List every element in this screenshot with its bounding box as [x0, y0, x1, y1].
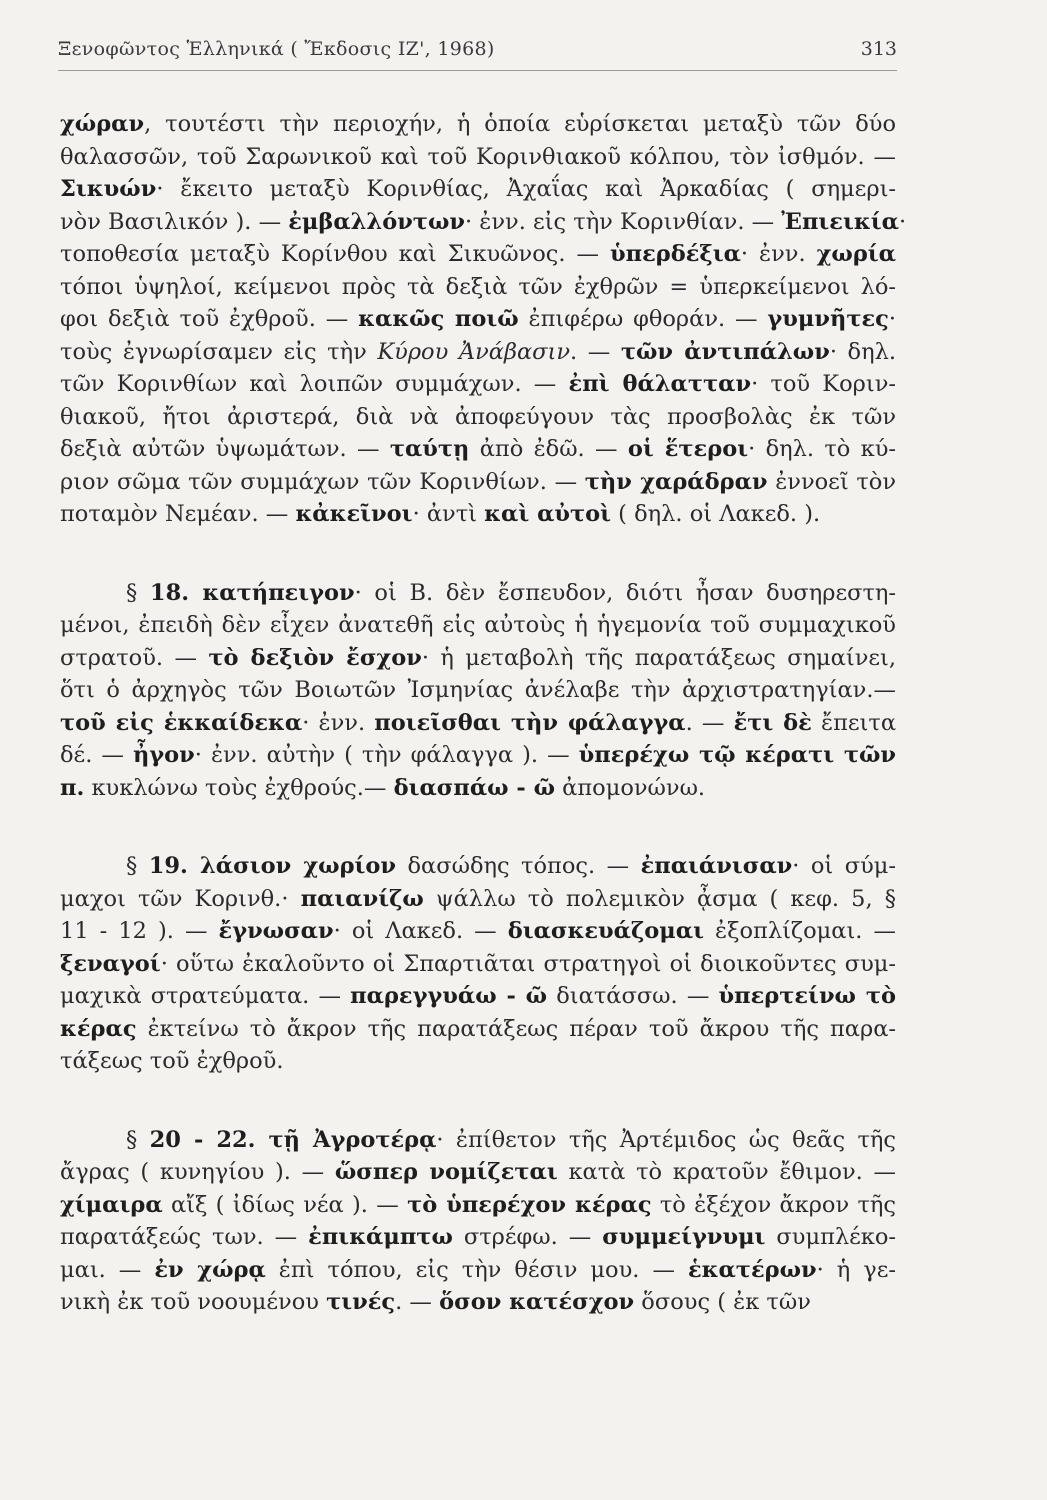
lemma: χωρία [816, 241, 896, 267]
gloss-text: · οἱ Λακεδ. — [333, 918, 508, 944]
gloss-text: · ἐπίθετον τῆς Ἀρτέμιδος ὡς θεᾶς τῆς [436, 1126, 896, 1153]
text-line [60, 433, 896, 466]
gloss-text: νὸν Βασιλικόν ). — [60, 208, 289, 235]
gloss-text: · [898, 208, 907, 235]
text-line [60, 1254, 896, 1287]
gloss-text: νικὴ ἐκ τοῦ νοουμένου [60, 1289, 327, 1315]
gloss-text: κυκλώνω τοὺς ἐχθρούς.— [84, 774, 394, 801]
lemma: τὸ δεξιὸν ἔσχον [208, 644, 422, 671]
gloss-text: · οὕτω ἐκαλοῦντο οἱ Σπαρτιᾶται στρατηγοὶ οἱ διοικοῦντες συμ- [160, 950, 896, 977]
lemma: ὅσον κατέσχον [439, 1289, 635, 1315]
gloss-text: ἐξοπλίζομαι. — [703, 918, 896, 944]
gloss-text: ὅσους ( ἐκ τῶν [634, 1289, 811, 1315]
text-line [60, 1221, 896, 1254]
gloss-text: τόποι ὑψηλοί, κείμενοι πρὸς τὰ δεξιὰ τῶν ἐχθρῶν = ὑπερκείμενοι λό- [60, 273, 896, 300]
gloss-text: ριον σῶμα τῶν συμμάχων τῶν Κορινθίων. — [60, 468, 585, 495]
lemma: χώραν [60, 111, 145, 137]
text-line [60, 739, 896, 772]
gloss-text: δασώδης τόπος. — [396, 853, 641, 879]
text-line [60, 401, 896, 434]
gloss-text: θαλασσῶν, τοῦ Σαρωνικοῦ καὶ τοῦ Κορινθιακοῦ κόλπου, τὸν ἰσθμόν. — [60, 143, 896, 170]
lemma: ὑπερέχω τῷ κέρατι τῶν [578, 742, 896, 768]
text-line [60, 1156, 896, 1189]
lemma: ὥσπερ νομίζεται [334, 1159, 558, 1185]
gloss-text: ἐκτείνω τὸ ἄκρον τῆς παρατάξεως πέραν τοῦ ἄκρου τῆς παρα- [136, 1015, 896, 1042]
lemma: γυμνῆτες [767, 306, 889, 332]
gloss-text: ἀπὸ ἐδῶ. — [469, 436, 628, 462]
running-header [58, 34, 897, 71]
gloss-text: · οἱ σύμ- [792, 853, 896, 879]
gloss-text: ποταμὸν Νεμέαν. — [60, 501, 296, 527]
lemma: διασκευάζομαι [507, 918, 704, 944]
text-line [60, 642, 896, 675]
gloss-text: . — [395, 1289, 440, 1315]
gloss-text: · δηλ. [829, 338, 896, 365]
text-line [60, 466, 896, 499]
lemma: ἔτι δὲ [733, 709, 812, 736]
text-line [60, 368, 896, 401]
gloss-text: · ἐνν. εἰς τὴν Κορινθίαν. — [464, 208, 782, 235]
gloss-text: παρατάξεώς των. — [60, 1224, 309, 1250]
gloss-text: · οἱ Β. δὲν ἔσπευδον, διότι ἦσαν δυσηρεστη- [354, 579, 896, 606]
commentary-body [60, 108, 907, 1319]
gloss-text: § [126, 579, 150, 606]
gloss-text: θιακοῦ, ἤτοι ἀριστερά, διὰ νὰ ἀποφεύγουν τὰς προσβολὰς ἐκ τῶν [60, 403, 896, 430]
gloss-text: μαχικὰ στρατεύματα. — [60, 983, 351, 1009]
lemma: καὶ αὐτοὶ [484, 501, 612, 527]
gloss-text: ἀπομονώνω. [555, 774, 706, 801]
lemma: παιανίζω [300, 885, 424, 912]
lemma: τὴν χαράδραν [584, 468, 768, 495]
lemma: παρεγγυάω - ῶ [350, 983, 548, 1009]
lemma: τοῦ εἰς ἑκκαίδεκα [60, 709, 303, 736]
gloss-text: ἄγρας ( κυνηγίου ). — [60, 1159, 335, 1185]
lemma: τινές [326, 1289, 396, 1315]
gloss-text: φοι δεξιὰ τοῦ ἐχθροῦ. — [60, 306, 359, 332]
gloss-text: τοὺς ἐγνωρίσαμεν εἰς τὴν [60, 338, 378, 365]
gloss-text: διατάσσω. — [547, 983, 719, 1009]
lemma: ξεναγοί [60, 950, 161, 977]
text-line [60, 674, 896, 707]
gloss-text: ψάλλω τὸ πολεμικὸν ᾆσμα ( κεφ. 5, § [423, 885, 897, 912]
lemma: ἐμβαλλόντων [288, 208, 465, 235]
text-line [60, 948, 896, 981]
lemma: τῶν ἀντιπάλων [620, 338, 830, 365]
paragraph [60, 577, 896, 805]
text-line [60, 772, 896, 805]
gloss-text: ἐπὶ τόπου, εἰς τὴν θέσιν μου. — [265, 1256, 688, 1283]
gloss-text: . — [685, 709, 734, 736]
gloss-text: § [126, 853, 149, 879]
lemma: κέρας [60, 1015, 137, 1042]
text-line [60, 141, 896, 174]
lemma: ὑπερδέξια [609, 241, 741, 267]
text-line [60, 173, 896, 206]
lemma: ὑπερτείνω τὸ [718, 983, 896, 1009]
lemma: κἀκεῖνοι [295, 501, 413, 527]
lemma: συμμείγνυμι [602, 1224, 766, 1250]
lemma: Ἐπιεικία [781, 208, 899, 235]
gloss-text: § [126, 1126, 150, 1153]
text-line [60, 238, 896, 271]
lemma: ἐν χώρᾳ [154, 1256, 266, 1283]
gloss-text: · [888, 306, 896, 332]
text-line [60, 577, 896, 610]
gloss-text: · δηλ. τὸ κύ- [748, 436, 896, 462]
text-line [60, 206, 907, 239]
gloss-text: , τουτέστι τὴν περιοχήν, ἡ ὁποία εὑρίσκεται μεταξὺ τῶν δύο [144, 111, 896, 137]
text-line [60, 915, 896, 948]
gloss-text: · τοῦ Κοριν- [751, 371, 896, 397]
text-line [60, 609, 896, 642]
gloss-text: στρέφω. — [452, 1224, 603, 1250]
gloss-text: · ἐνν. [740, 241, 817, 267]
text-line [60, 1013, 896, 1046]
paragraph [60, 1124, 896, 1319]
gloss-text: ἔπειτα [811, 709, 897, 736]
lemma: ἦγον [132, 742, 195, 768]
text-line [60, 303, 896, 336]
gloss-text: τοποθεσία μεταξὺ Κορίνθου καὶ Σικυῶνος. — [60, 241, 610, 267]
lemma: ἑκατέρων [687, 1256, 817, 1283]
header-title: Ξενοφῶντος Ἑλληνικά ( Ἔκδοσις ΙΖ', 1968) [58, 38, 495, 60]
lemma: 18. κατήπειγον [149, 579, 355, 606]
lemma: διασπάω - ῶ [393, 774, 556, 801]
gloss-text: ὅτι ὁ ἀρχηγὸς τῶν Βοιωτῶν Ἰσμηνίας ἀνέλαβε τὴν ἀρχιστρατηγίαν.— [60, 677, 896, 703]
lemma: 19. λάσιον χωρίον [148, 853, 397, 879]
gloss-text: ἐπιφέρω φθοράν. — [518, 306, 768, 332]
lemma: τὸ ὑπερέχον κέρας [407, 1191, 652, 1218]
lemma: π. [60, 774, 85, 801]
gloss-text: · ἡ μεταβολὴ τῆς παρατάξεως σημαίνει, [421, 644, 896, 671]
text-line [60, 1286, 896, 1319]
lemma: ταύτῃ [389, 436, 470, 462]
gloss-text: τῶν Κορινθίων καὶ λοιπῶν συμμάχων. — [60, 371, 569, 397]
lemma: ἔγνωσαν [218, 918, 334, 944]
text-line [60, 498, 896, 531]
lemma: χίμαιρα [60, 1191, 163, 1218]
lemma: κακῶς ποιῶ [358, 306, 519, 332]
page-number: 313 [860, 38, 897, 60]
lemma: ποιεῖσθαι τὴν φάλαγγα [374, 709, 686, 736]
gloss-text: 11 - 12 ). — [60, 918, 219, 944]
paragraph [60, 108, 907, 531]
gloss-text: τὸ ἐξέχον ἄκρον τῆς [651, 1191, 896, 1218]
gloss-text: στρατοῦ. — [60, 644, 209, 671]
text-line [60, 1124, 896, 1157]
gloss-text: · ἐνν. αὐτὴν ( τὴν φάλαγγα ). — [194, 742, 579, 768]
gloss-text: μαι. — [60, 1256, 155, 1283]
lemma: ἐπὶ θάλατταν [568, 371, 752, 397]
gloss-text: τάξεως τοῦ ἐχθροῦ. [60, 1048, 284, 1074]
gloss-text: μαχοι τῶν Κορινθ.· [60, 885, 301, 912]
gloss-text: συμπλέκο- [765, 1224, 897, 1250]
text-line [60, 336, 896, 369]
text-line [60, 850, 896, 883]
lemma: ἐπικάμπτω [308, 1224, 453, 1250]
gloss-text: · ἀντὶ [412, 501, 485, 527]
text-line [60, 980, 896, 1013]
gloss-text: ἐννοεῖ τὸν [767, 468, 896, 495]
lemma: Σικυών [60, 176, 157, 202]
text-line [60, 883, 896, 916]
gloss-text: κατὰ τὸ κρατοῦν ἔθιμον. — [557, 1159, 897, 1185]
gloss-text: δέ. — [60, 742, 133, 768]
italic-title: Κύρου Ἀνάβασιν [377, 338, 571, 365]
paragraph [60, 850, 896, 1078]
gloss-text: μένοι, ἐπειδὴ δὲν εἶχεν ἀνατεθῆ εἰς αὐτοὺς ἡ ἡγεμονία τοῦ συμμαχικοῦ [60, 612, 896, 638]
gloss-text: . — [570, 338, 621, 365]
text-line [60, 108, 896, 141]
lemma: 20 - 22. τῇ Ἀγροτέρᾳ [149, 1126, 437, 1153]
gloss-text: · ἔκειτο μεταξὺ Κορινθίας, Ἀχαΐας καὶ Ἀρκαδίας ( σημερι- [156, 176, 896, 202]
text-line [60, 1189, 896, 1222]
text-line [60, 1045, 896, 1078]
gloss-text: αἴξ ( ἰδίως νέα ). — [162, 1191, 408, 1218]
gloss-text: δεξιὰ αὐτῶν ὑψωμάτων. — [60, 436, 390, 462]
gloss-text: · ἡ γε- [816, 1256, 896, 1283]
lemma: ἐπαιάνισαν [640, 853, 793, 879]
lemma: οἱ ἕτεροι [627, 436, 749, 462]
gloss-text: ( δηλ. οἱ Λακεδ. ). [611, 501, 821, 527]
gloss-text: · ἐνν. [302, 709, 375, 736]
text-line [60, 707, 896, 740]
text-line [60, 271, 896, 304]
